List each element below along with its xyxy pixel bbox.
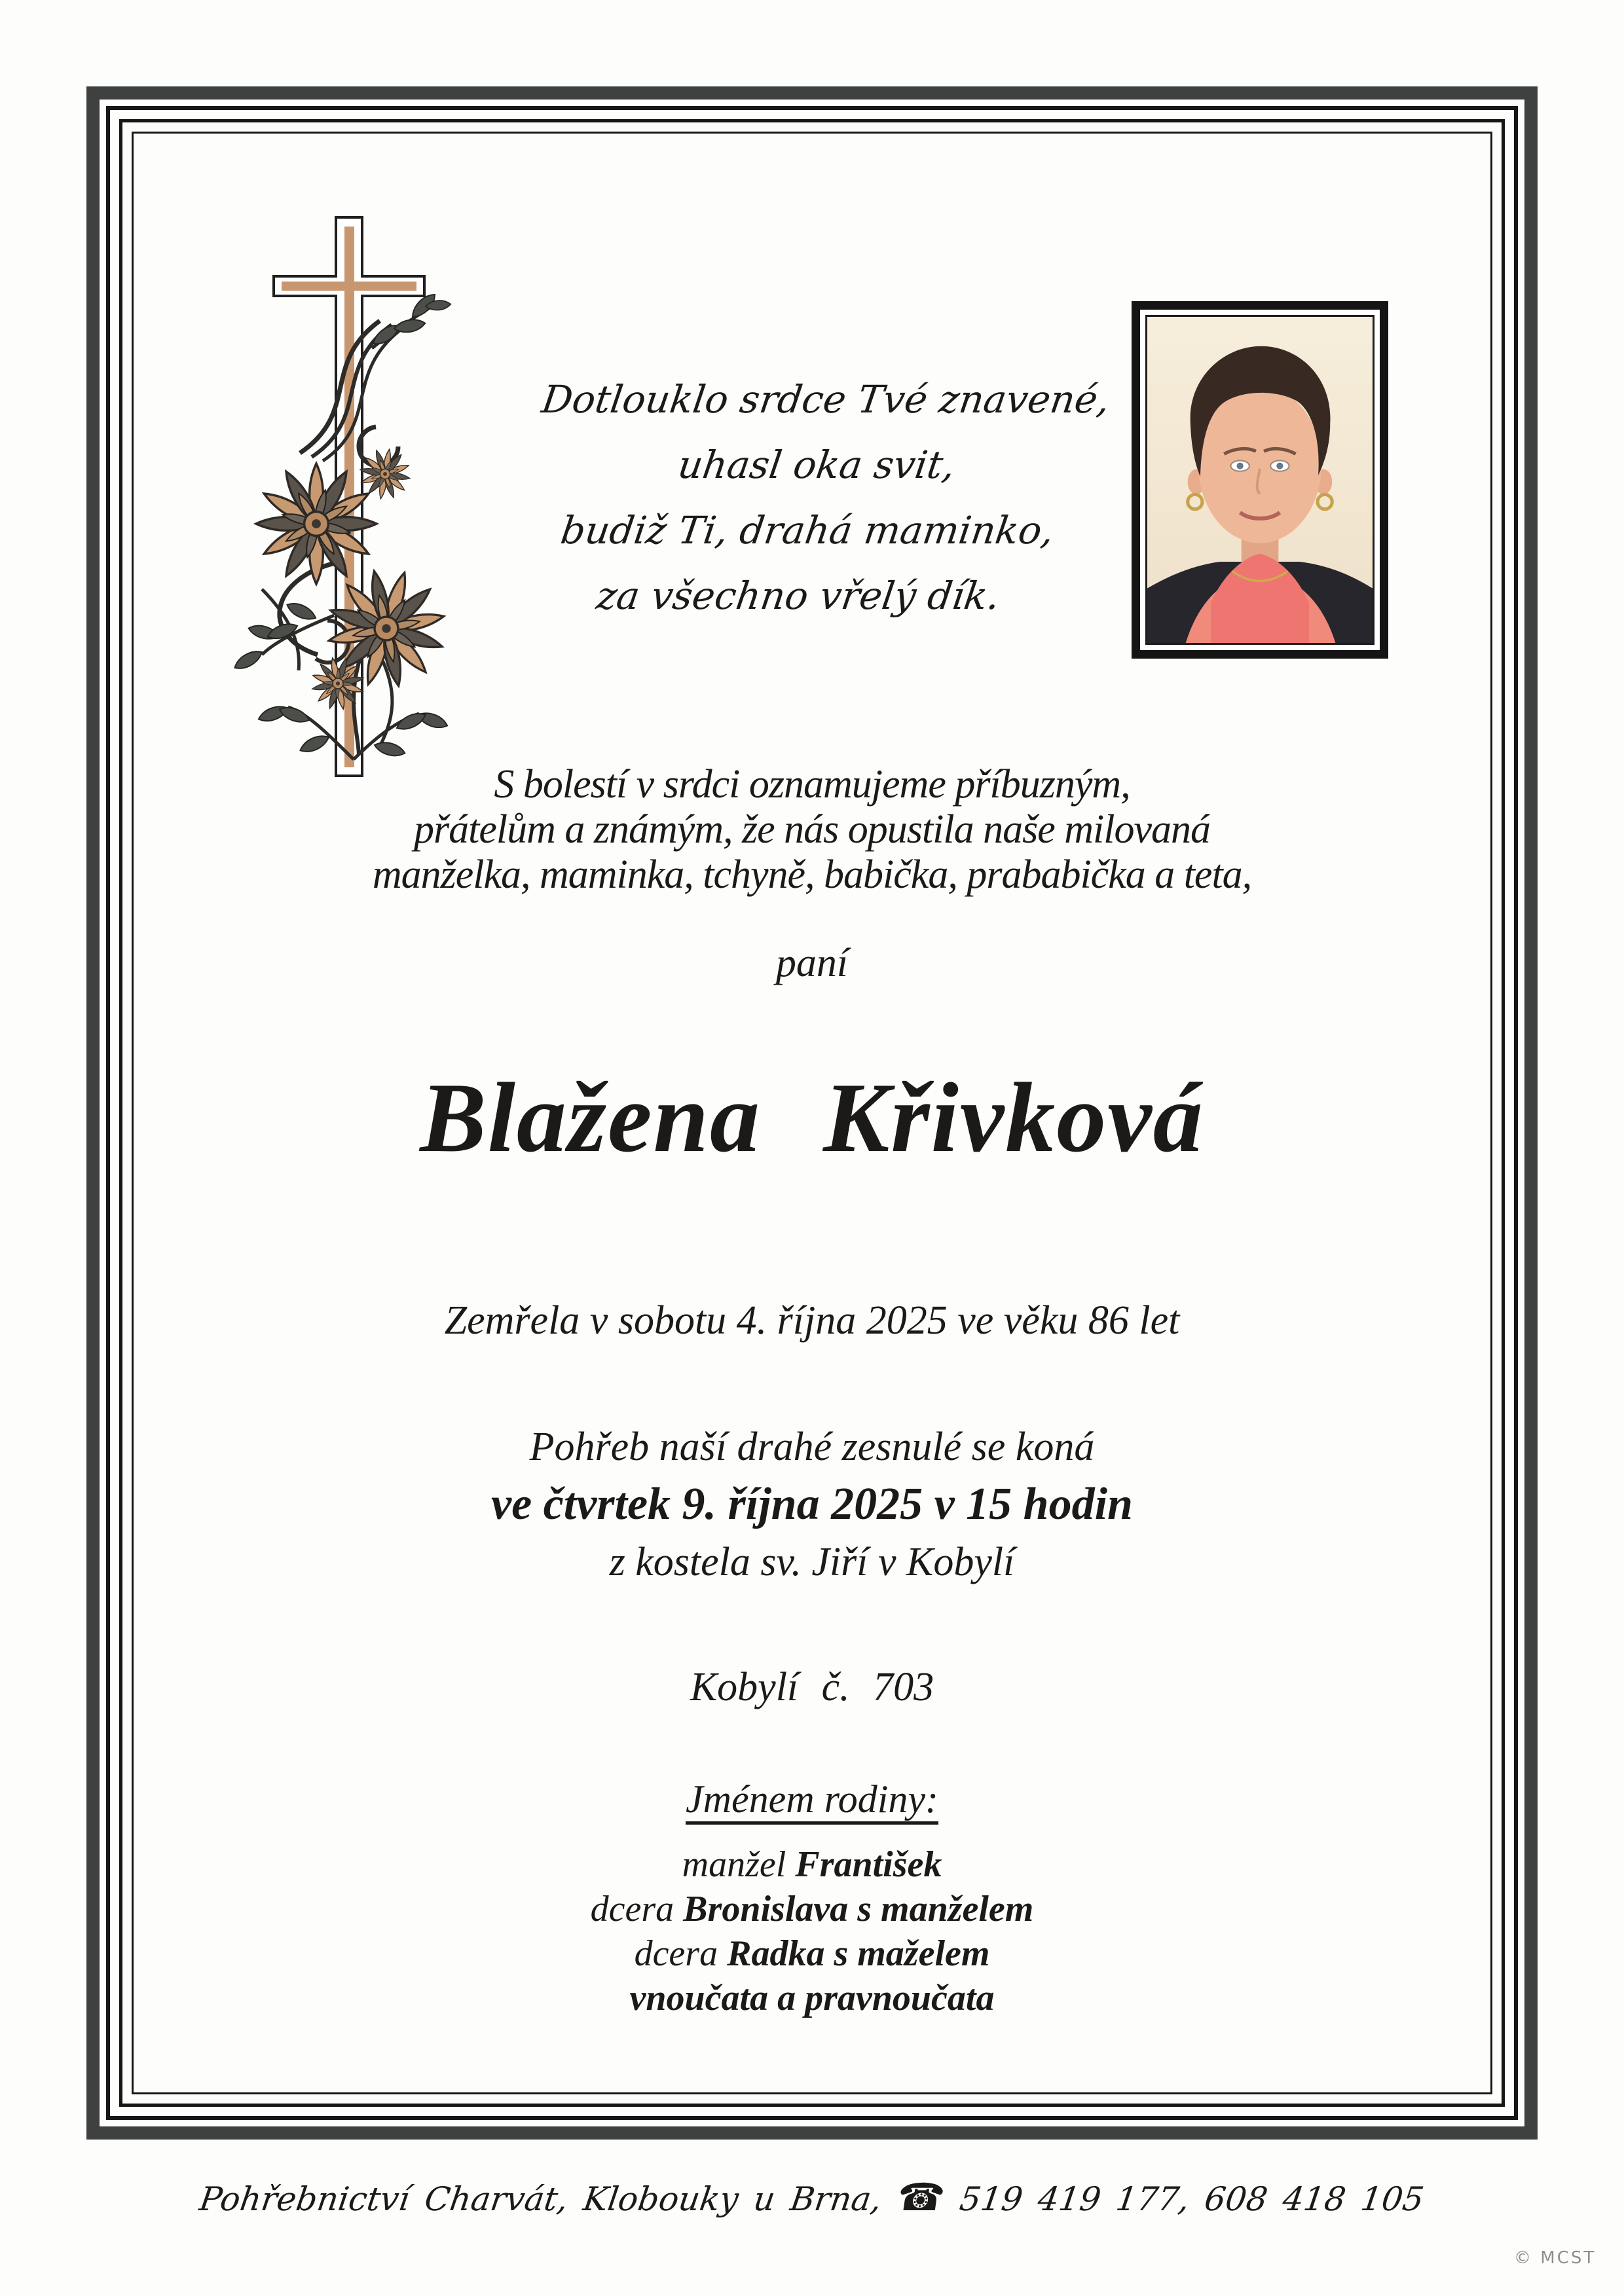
funeral-church-line: z kostela sv. Jiří v Kobylí	[609, 1540, 1015, 1584]
family-member-row: vnoučata a pravnoučata	[629, 1978, 995, 2018]
salutation: paní	[775, 941, 849, 985]
funeral-home-phones: 519 419 177, 608 418 105	[957, 2180, 1427, 2218]
funeral-date-line: ve čtvrtek 9. října 2025 v 15 hodin	[491, 1479, 1133, 1529]
announcement-line: S bolestí v srdci oznamujeme příbuzným,	[494, 762, 1130, 807]
death-date-line: Zemřela v sobotu 4. října 2025 ve věku 86 let	[444, 1298, 1180, 1343]
funeral-home-name: Pohřebnictví Charvát, Klobouky u Brna,	[197, 2180, 885, 2218]
announcement-text	[0, 762, 1624, 898]
poem-line: uhasl oka svit,	[675, 443, 958, 487]
deceased-name: Blažena Křivková	[420, 1063, 1204, 1173]
memorial-poem	[0, 367, 1624, 629]
telephone-icon: ☎	[894, 2175, 948, 2219]
poem-line: budiž Ti, drahá maminko,	[558, 508, 1057, 553]
funeral-details	[0, 1418, 1624, 1591]
family-member-row: dcera Bronislava s manželem	[590, 1889, 1034, 1929]
family-list	[0, 1842, 1624, 2020]
home-address: Kobylí č. 703	[690, 1665, 934, 1709]
family-heading: Jménem rodiny:	[686, 1777, 938, 1821]
poem-line: za všechno vřelý dík.	[593, 574, 1003, 618]
poem-line: Dotlouklo srdce Tvé znavené,	[539, 377, 1113, 422]
copyright-mark: © MCST	[1514, 2248, 1596, 2268]
funeral-home-footer	[0, 2175, 1624, 2219]
announcement-line: přátelům a známým, že nás opustila naše milovaná	[413, 807, 1211, 852]
announcement-line: manželka, maminka, tchyně, babička, prababička a teta,	[372, 852, 1252, 897]
family-member-row: manžel František	[682, 1844, 942, 1885]
funeral-line: Pohřeb naší drahé zesnulé se koná	[529, 1425, 1095, 1469]
family-member-row: dcera Radka s maželem	[634, 1933, 990, 1974]
